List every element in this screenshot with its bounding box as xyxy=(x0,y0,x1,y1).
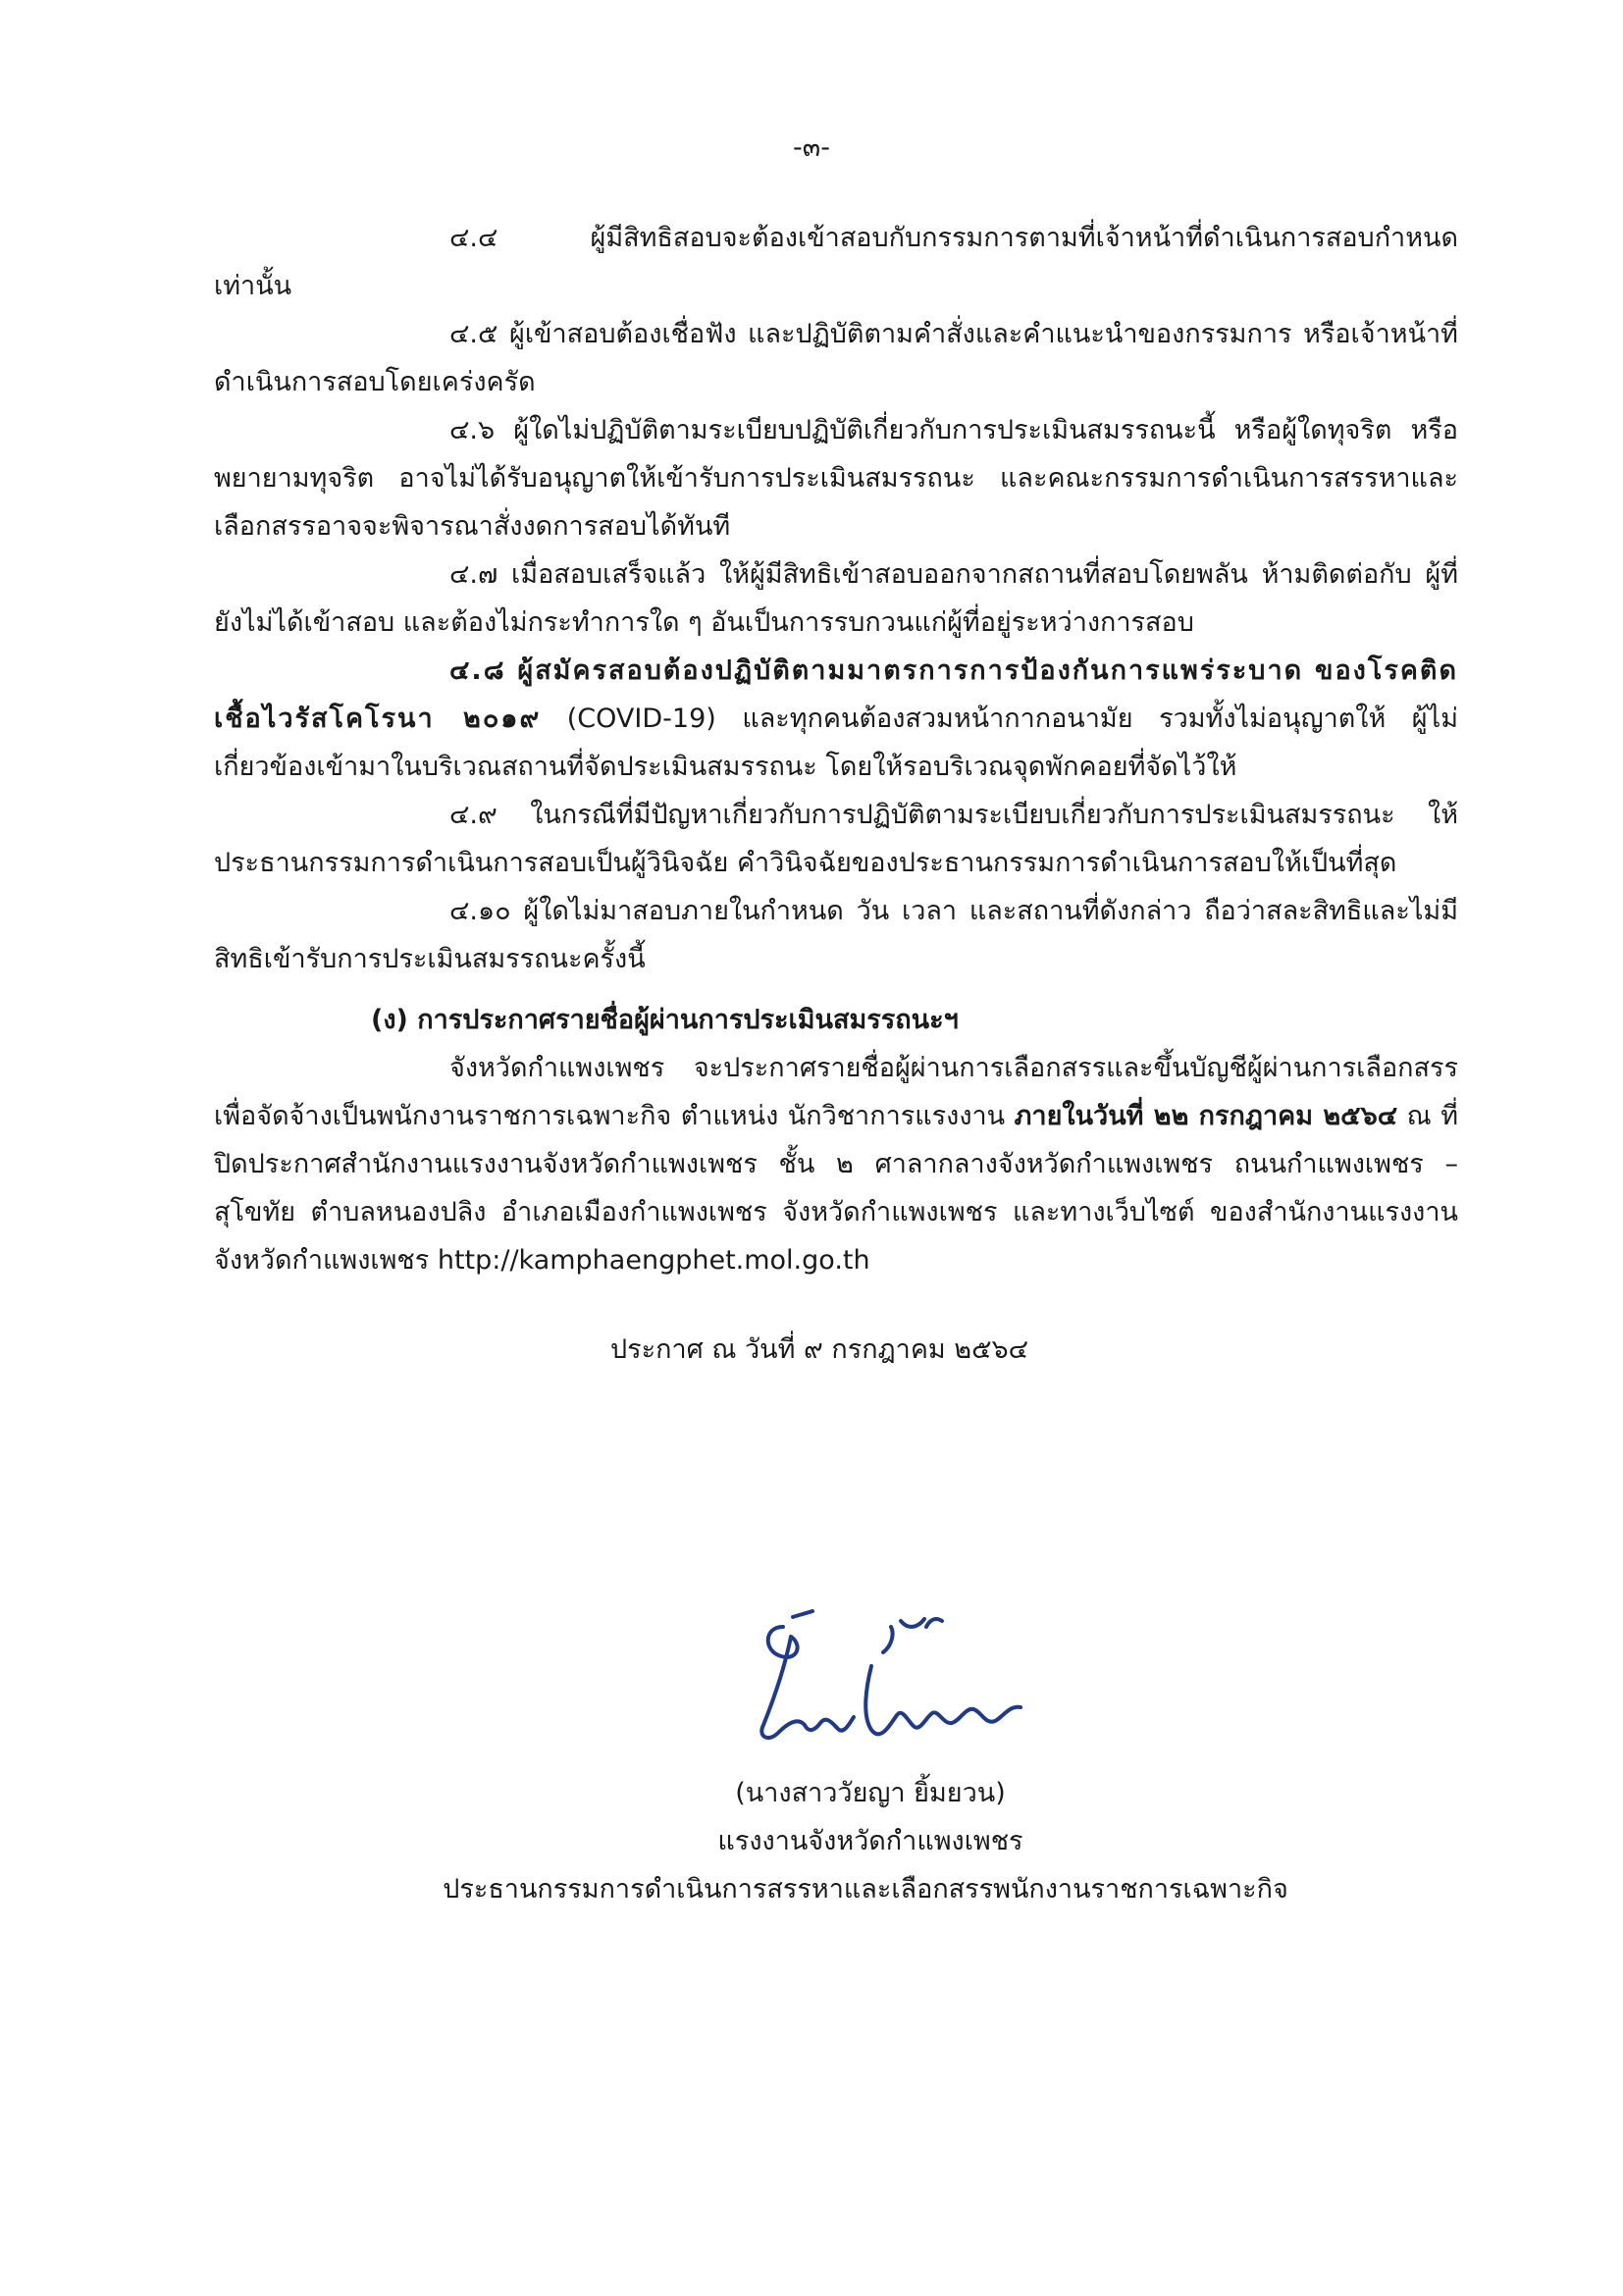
rule-4-8-text: (COVID-19) และทุกคนต้องสวมหน้ากากอนามัย รวมทั้งไม่อนุญาตให้ ผู้ไม่เกี่ยวข้องเข้ามาในบริเวณสถานที่จัดประเมินสมรรถนะ โดยให้รอบริเวณจุดพักคอยที่จัดไว้ให้ xyxy=(214,704,1458,782)
signer-block xyxy=(214,1769,1458,1913)
rule-4-8-bold: ๔.๘ ผู้สมัครสอบต้องปฏิบัติตามมาตรการการป้องกันการแพร่ระบาด ของโรคติดเชื้อไวรัสโคโรนา ๒๐๑๙ xyxy=(214,655,1458,734)
document-body xyxy=(214,214,1458,1905)
rule-4-6: ๔.๖ ผู้ใดไม่ปฏิบัติตามระเบียบปฏิบัติเกี่ยวกับการประเมินสมรรถนะนี้ หรือผู้ใดทุจริต หรือ พยายามทุจริต อาจไม่ได้รับอนุญาตให้เข้ารับการประเมินสมรรถนะ และคณะกรรมการดำเนินการสรรหาและ เลือกสรรอาจจะพิจารณาสั่งงดการสอบได้ทันที xyxy=(214,415,1458,542)
signature-area xyxy=(214,1607,1458,1764)
announcement-part1: จังหวัดกำแพงเพชร จะประกาศรายชื่อผู้ผ่านการเลือกสรรและขึ้นบัญชีผู้ผ่านการเลือกสรร เพื่อจัดจ้างเป็นพนักงานราชการเฉพาะกิจ ตำแหน่ง นักวิชาการแรงงาน xyxy=(214,1053,1458,1131)
handwritten-signature xyxy=(744,1607,1038,1764)
section-heading: (ง) การประกาศรายชื่อผู้ผ่านการประเมินสมรรถนะฯ xyxy=(371,1005,959,1035)
signer-name: (นางสาววัยญา ยิ้มยวน) xyxy=(735,1778,1006,1808)
rule-4-10: ๔.๑๐ ผู้ใดไม่มาสอบภายในกำหนด วัน เวลา และสถานที่ดังกล่าว ถือว่าสละสิทธิและไม่มี สิทธิเข้ารับการประเมินสมรรถนะครั้งนี้ xyxy=(214,896,1458,974)
rule-4-8 xyxy=(214,647,1458,791)
rule-4-5: ๔.๕ ผู้เข้าสอบต้องเชื่อฟัง และปฏิบัติตามคำสั่งและคำแนะนำของกรรมการ หรือเจ้าหน้าที่ ดำเนินการสอบโดยเคร่งครัด xyxy=(214,319,1458,397)
rule-4-9: ๔.๙ ในกรณีที่มีปัญหาเกี่ยวกับการปฏิบัติตามระเบียบเกี่ยวกับการประเมินสมรรถนะ ให้ประธานกรรมการดำเนินการสอบเป็นผู้วินิจฉัย คำวินิจฉัยของประธานกรรมการดำเนินการสอบให้เป็นที่สุด xyxy=(214,800,1458,878)
page-number: -๓- xyxy=(793,132,830,163)
announce-date: ประกาศ ณ วันที่ ๙ กรกฎาคม ๒๕๖๔ xyxy=(610,1334,1029,1365)
signer-role: ประธานกรรมการดำเนินการสรรหาและเลือกสรรพนักงานราชการเฉพาะกิจ xyxy=(443,1874,1288,1905)
rule-4-4: ๔.๔ ผู้มีสิทธิสอบจะต้องเข้าสอบกับกรรมการตามที่เจ้าหน้าที่ดำเนินการสอบกำหนด เท่านั้น xyxy=(214,223,1458,301)
signer-position: แรงงานจังหวัดกำแพงเพชร xyxy=(717,1826,1023,1856)
rule-4-7: ๔.๗ เมื่อสอบเสร็จแล้ว ให้ผู้มีสิทธิเข้าสอบออกจากสถานที่สอบโดยพลัน ห้ามติดต่อกับ ผู้ที่ยังไม่ได้เข้าสอบ และต้องไม่กระทำการใด ๆ อันเป็นการรบกวนแก่ผู้ที่อยู่ระหว่างการสอบ xyxy=(214,559,1458,638)
announcement-part2: ณ ที่ปิดประกาศสำนักงานแรงงานจังหวัดกำแพงเพชร ชั้น ๒ ศาลากลางจังหวัดกำแพงเพชร ถนนกำแพงเพชร – สุโขทัย ตำบลหนองปลิง อำเภอเมืองกำแพงเพชร จังหวัดกำแพงเพชร และทางเว็บไซต์ ของสำนักงานแรงงาน จังหวัดกำแพงเพชร http://kamphaengphet.mol.go.th xyxy=(214,1101,1458,1276)
announcement-paragraph xyxy=(214,1044,1458,1284)
announcement-deadline: ภายในวันที่ ๒๒ กรกฎาคม ๒๕๖๔ xyxy=(1014,1101,1398,1131)
